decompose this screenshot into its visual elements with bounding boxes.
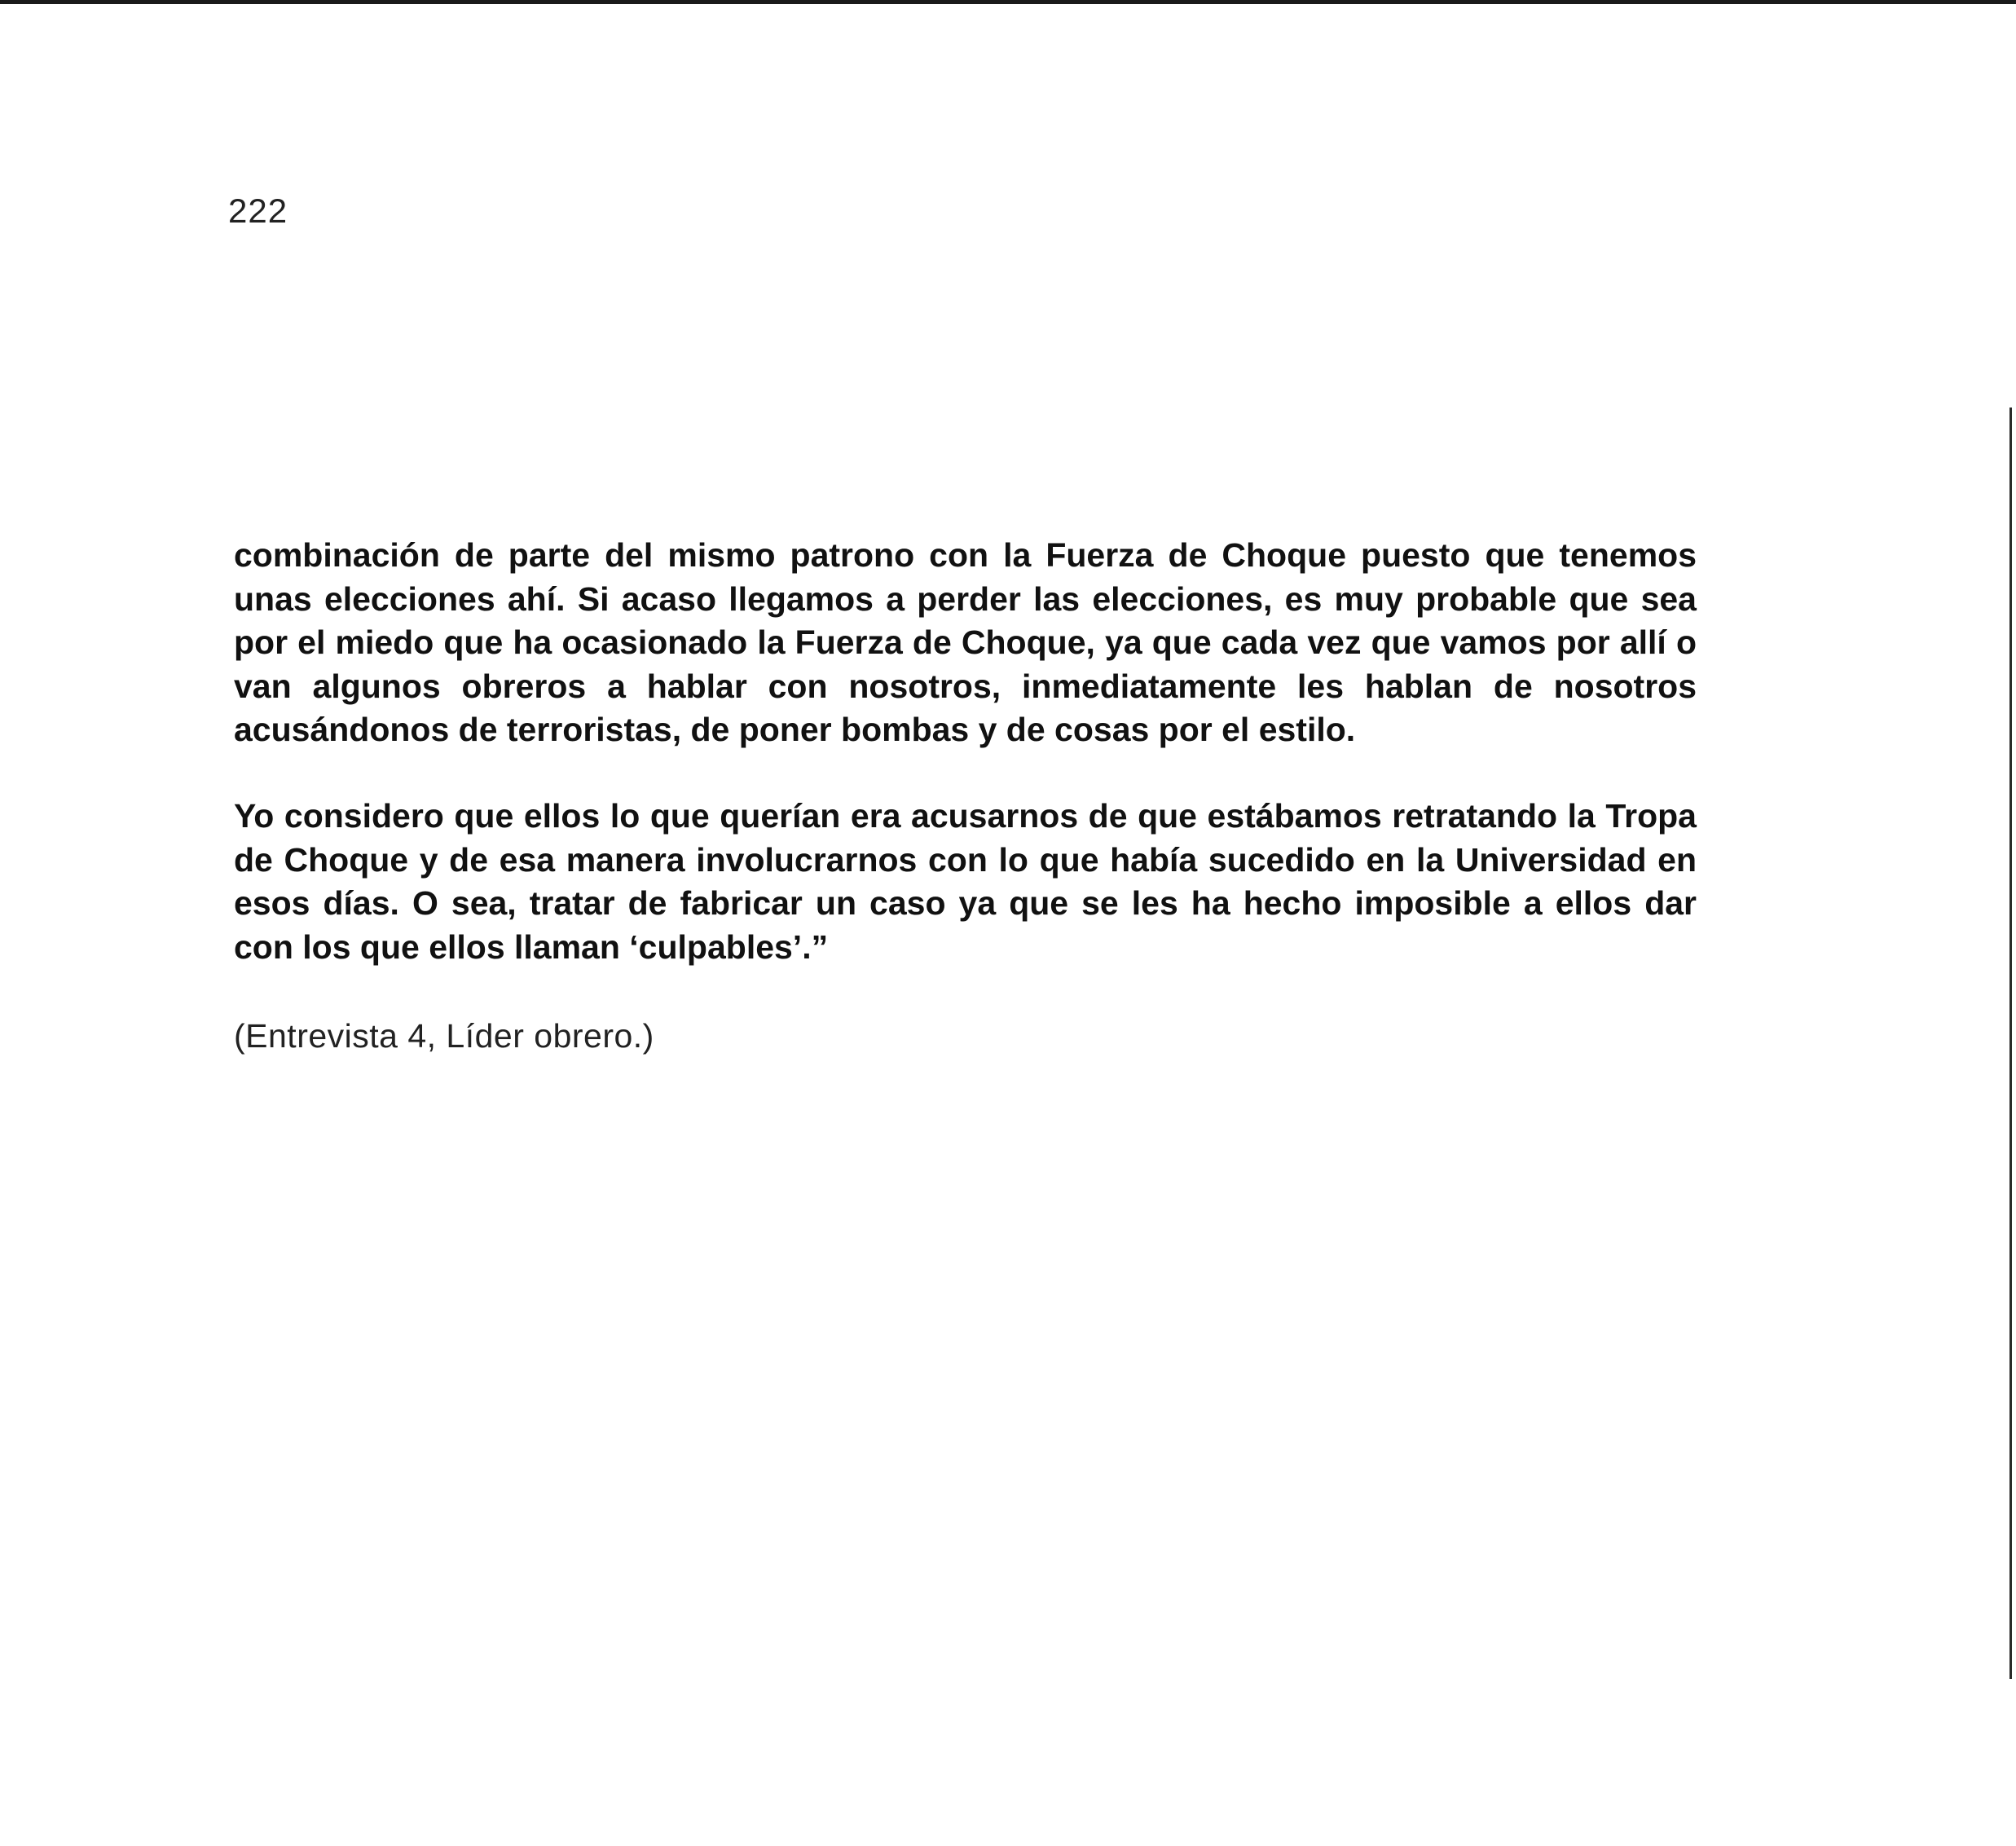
paragraph-1: combinación de parte del mismo patrono con la Fuerza de Choque puesto que tenemos unas elecciones ahí. Si acaso llegamos a perder las elecciones, es muy probable que sea por el miedo que ha ocasionado la Fuerza de Choque, ya que cada vez que vamos por allí o van algunos obreros a hablar con nosotros, inmediatamente les hablan de nosotros acusándonos de terroristas, de poner bombas y de cosas por el estilo. [234,536,1697,748]
right-page-edge [2009,408,2012,1679]
top-border-rule [0,0,2016,4]
paragraph-2: Yo considero que ellos lo que querían era acusarnos de que estábamos retratando la Tropa de Choque y de esa manera involucrarnos con lo que había sucedido en la Universidad en esos días. O sea, tratar de fabricar un caso ya que se les ha hecho imposible a ellos dar con los que ellos llaman ‘culpables’.” [234,797,1697,966]
interview-citation: (Entrevista 4, Líder obrero.) [234,1017,654,1055]
page-number: 222 [228,192,288,230]
